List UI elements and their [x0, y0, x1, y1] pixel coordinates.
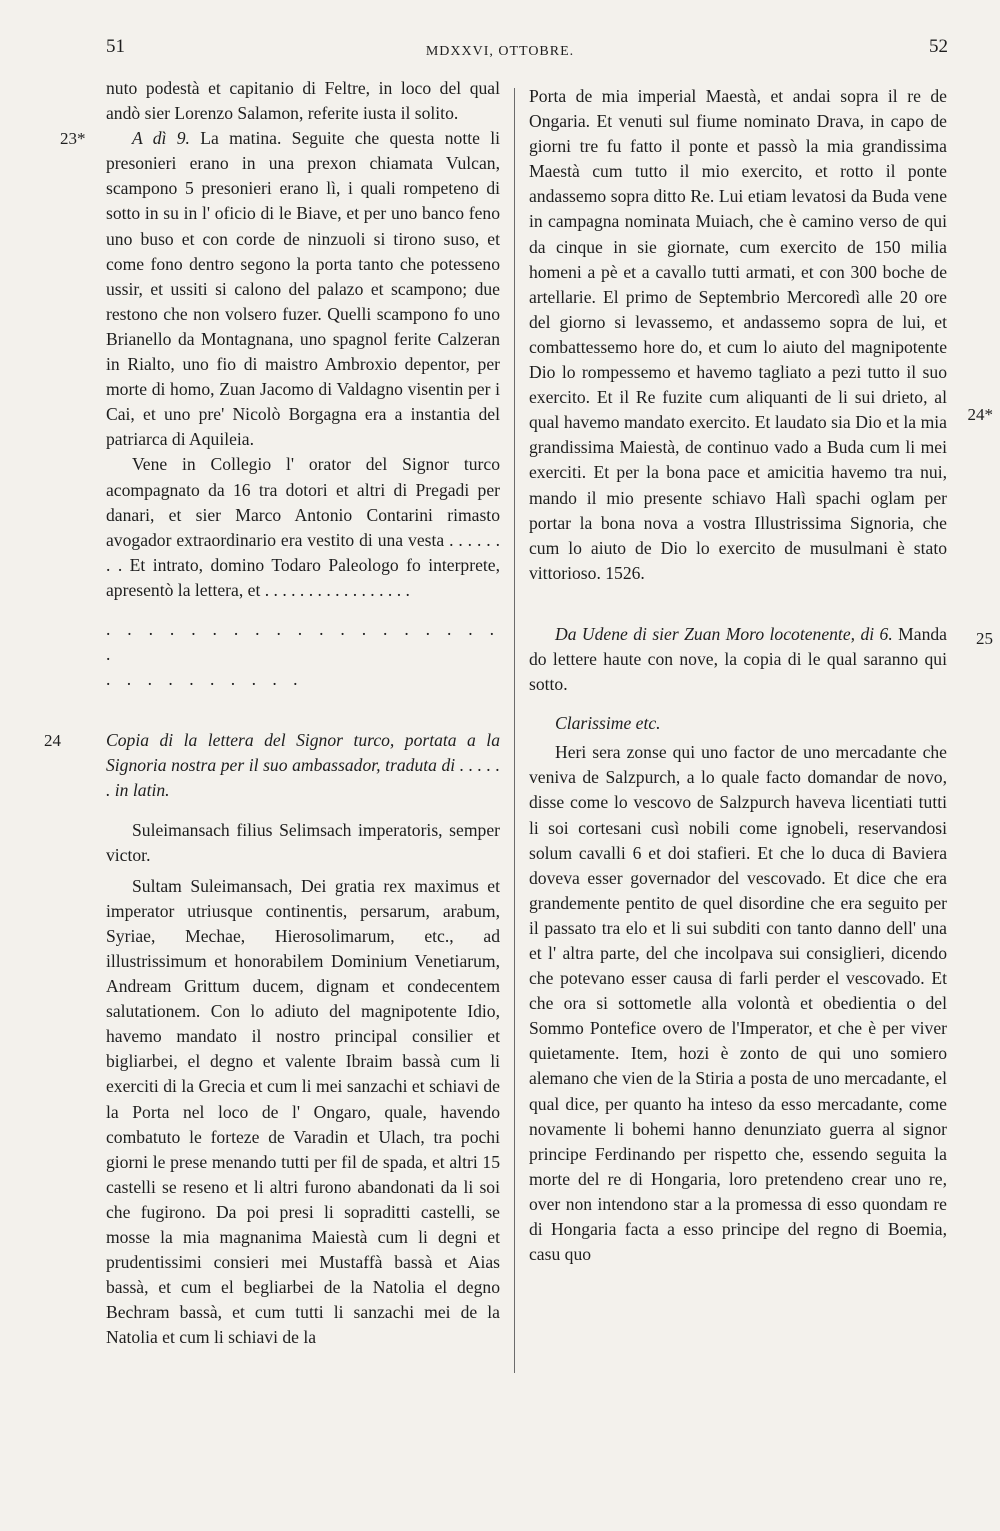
left-paragraph-2 [60, 126, 501, 452]
margin-number-left-1: 23* [60, 129, 86, 149]
left-paragraph-5: Sultam Suleimansach, Dei gratia rex maximus et imperator utriusque continentis, persarum, arabum, Syriae, Mechae, Hierosolimarum, etc., ad illustrissimum et honorabilem Dominium Venetiarum, Andream Grittum ducem, dignam et condecentem salutationem. Con lo adiuto del magnipotente Idio, havemo mandato il nostro principal consilier et bigliarbei, el degno et valente Ibraim bassà cum li exerciti di la Grecia et cum li mei sanzachi et schiavi de la Porta nel loco de l' Ongaro, quale, havendo combatuto le forteze de Varadin et Ulach, tra pochi giorni le prese menando tutti per fil de spada, et altri 15 castelli se reseno et li altri furono abandonati da li soi che fugirono. Da poi presi li sopraditti castelli, se mosse la mia magnanima Maiestà cum li degni et prudentissimi consieri mei Mustaffà bassà et Aias bassà, et cum el begliarbei de la Natolia el degno Bechram bassà, et cum tutti li sanzachi mei de la Natolia et cum li schiavi de la [106, 875, 500, 1348]
right-heading [529, 622, 993, 697]
ellipsis-line-2: . . . . . . . . . . [106, 669, 304, 690]
right-paragraph-1 [529, 84, 993, 586]
letter-heading-text: Copia di la lettera del Signor turco, portata a la Signoria nostra per il suo ambassador, traduta di . . . . . . in latin. [106, 730, 500, 801]
date-label: A dì 9. [132, 128, 190, 149]
salutation [529, 711, 947, 736]
margin-number-right-1: 24* [967, 405, 993, 424]
right-heading-rest: Manda do lettere haute con nove, la copia di le qual saranno qui sotto. [529, 623, 947, 695]
left-column [44, 76, 501, 1351]
margin-number-right-2: 25 [976, 628, 993, 648]
running-header: MDXXVI, OTTOBRE. [425, 44, 575, 59]
left-paragraph-4: Suleimansach filius Selimsach imperatoris, semper victor. [106, 819, 500, 865]
ellipsis-line-1: . . . . . . . . . . . . . . . . . . . . [106, 618, 500, 665]
right-heading-title: Da Udene di sier Zuan Moro locotenente, di 6. [555, 623, 893, 644]
left-paragraph-3: Vene in Collegio l' orator del Signor turco acompagnato da 16 tra dotori et altri di Pregadi per danari, et sier Marco Antonio Contarini rimasto avogador extraordinario era vestito di una vesta . . . . . . . . Et intrato, domino Todaro Paleologo fo interprete, apresentò la lettera, et . . . . . . . . . . . . . . . . . [106, 454, 500, 600]
page-number-left: 51 [106, 36, 125, 57]
letter-heading [44, 728, 500, 803]
left-paragraph-1: nuto podestà et capitanio di Feltre, in loco del qual andò sier Lorenzo Salamon, referite iusta il solito. [106, 78, 500, 124]
right-paragraph-1-text: Porta de mia imperial Maestà, et andai sopra il re de Ongaria. Et venuti sul fiume nominato Drava, in capo de giorni tre fu fatto il ponte et passò la mia grandissima Maestà cum tutto il mio exercito, et rotto il ponte andassemo sopra ditto Re. Lui etiam levatosi da Buda vene in campagna nominata Muiach, che è camino verso de qui da cinque in sie giornate, cum exercito de 150 milia homeni a pè et a cavallo tutti armati, et con 300 boche de artellarie. El primo de Septembrio Mercoredì alle 20 ore del giorno si levassemo, et andassemo sopra de lui, et combattessemo hore do, et cum lo aiuto del magnipotente Dio lo rompessemo et havemo tagliato a pezi tutto il suo exercito. Et il Re fuzite cum aliquanti de li sui drieto, al qual havemo mandato exercito. Et laudato sia Dio et la mia grandissima Maiestà, de continuo vado a Buda cum li mei exerciti. Et per la bona pace et amicitia havemo tra nui, mando il mio presente schiavo Halì spachi oglam per portar la bona nova a vostra Illustrissima Signoria, che cum lo aiuto de Dio lo exercito de musulmani è stato vittorioso. 1526. [529, 86, 947, 583]
right-paragraph-2: Heri sera zonse qui uno factor de uno mercadante che veniva de Salzpurch, a lo quale facto domandar de novo, disse come lo vescovo de Salzpurch haveva licentiati tutti li soi cortesani cusì nobili come ignobeli, reservandosi solum cavalli 6 et doi stafieri. Et che lo duca di Baviera doveva esser governador del vescovado. Et dice che era grandemente pentito de quel disordine che era seguito per il passato tra elo et li sui subditi con tanto danno dell' una et l' altra parte, del che incolpava sui consiglieri, dicendo che potevano esser causa di farli perder el vescovado. Et che ora si sottometle alla volontà et obedientia o del Sommo Pontefice overo de l'Imperator, et che è per viver quietamente. Item, hozi è zonto de qui uno somiero alemano che vien de la Stiria a posta de uno mercadante, el qual dice, per quanto ha inteso da esso mercadante, come novamente li bohemi hanno denunziato guerra al signor principe Ferdinando per rispetto che, essendo seguita la morte del re di Hongaria, loro pretendeno crear uno re, over non intendono star a la promessa di esso quondam re di Hongaria facta a esso principe del regno di Boemia, casu quo [529, 742, 947, 1265]
right-column [529, 84, 993, 1267]
page-number-right: 52 [929, 36, 948, 57]
margin-number-left-2: 24 [44, 731, 61, 751]
salutation-text: Clarissime etc. [555, 713, 661, 734]
column-divider [514, 88, 515, 1373]
left-paragraph-2-text: La matina. Seguite che questa notte li presonieri erano in una prexon chiamata Vulcan, scampono 5 presonieri erano lì, i quali rompeteno di sotto in su in l' oficio di le Biave, et per uno banco feno uno buso et con corde de ninzuoli si tirono suso, et come fono dentro segono la porta tanto che potesseno ussir, et ussiti si calono del palazo et scampono; due restono che non volsero fuzer. Quelli scampono fo uno Brianello da Montagnana, uno spagnol ferite Calzeran in Rialto, uno fio di maistro Ambroxio depentor, per morte di homo, Zuan Jacomo di Valdagno visentin per i Cai, et uno pre' Nicolò Borgagna era a instantia del patriarca di Aquileia. [106, 128, 501, 450]
